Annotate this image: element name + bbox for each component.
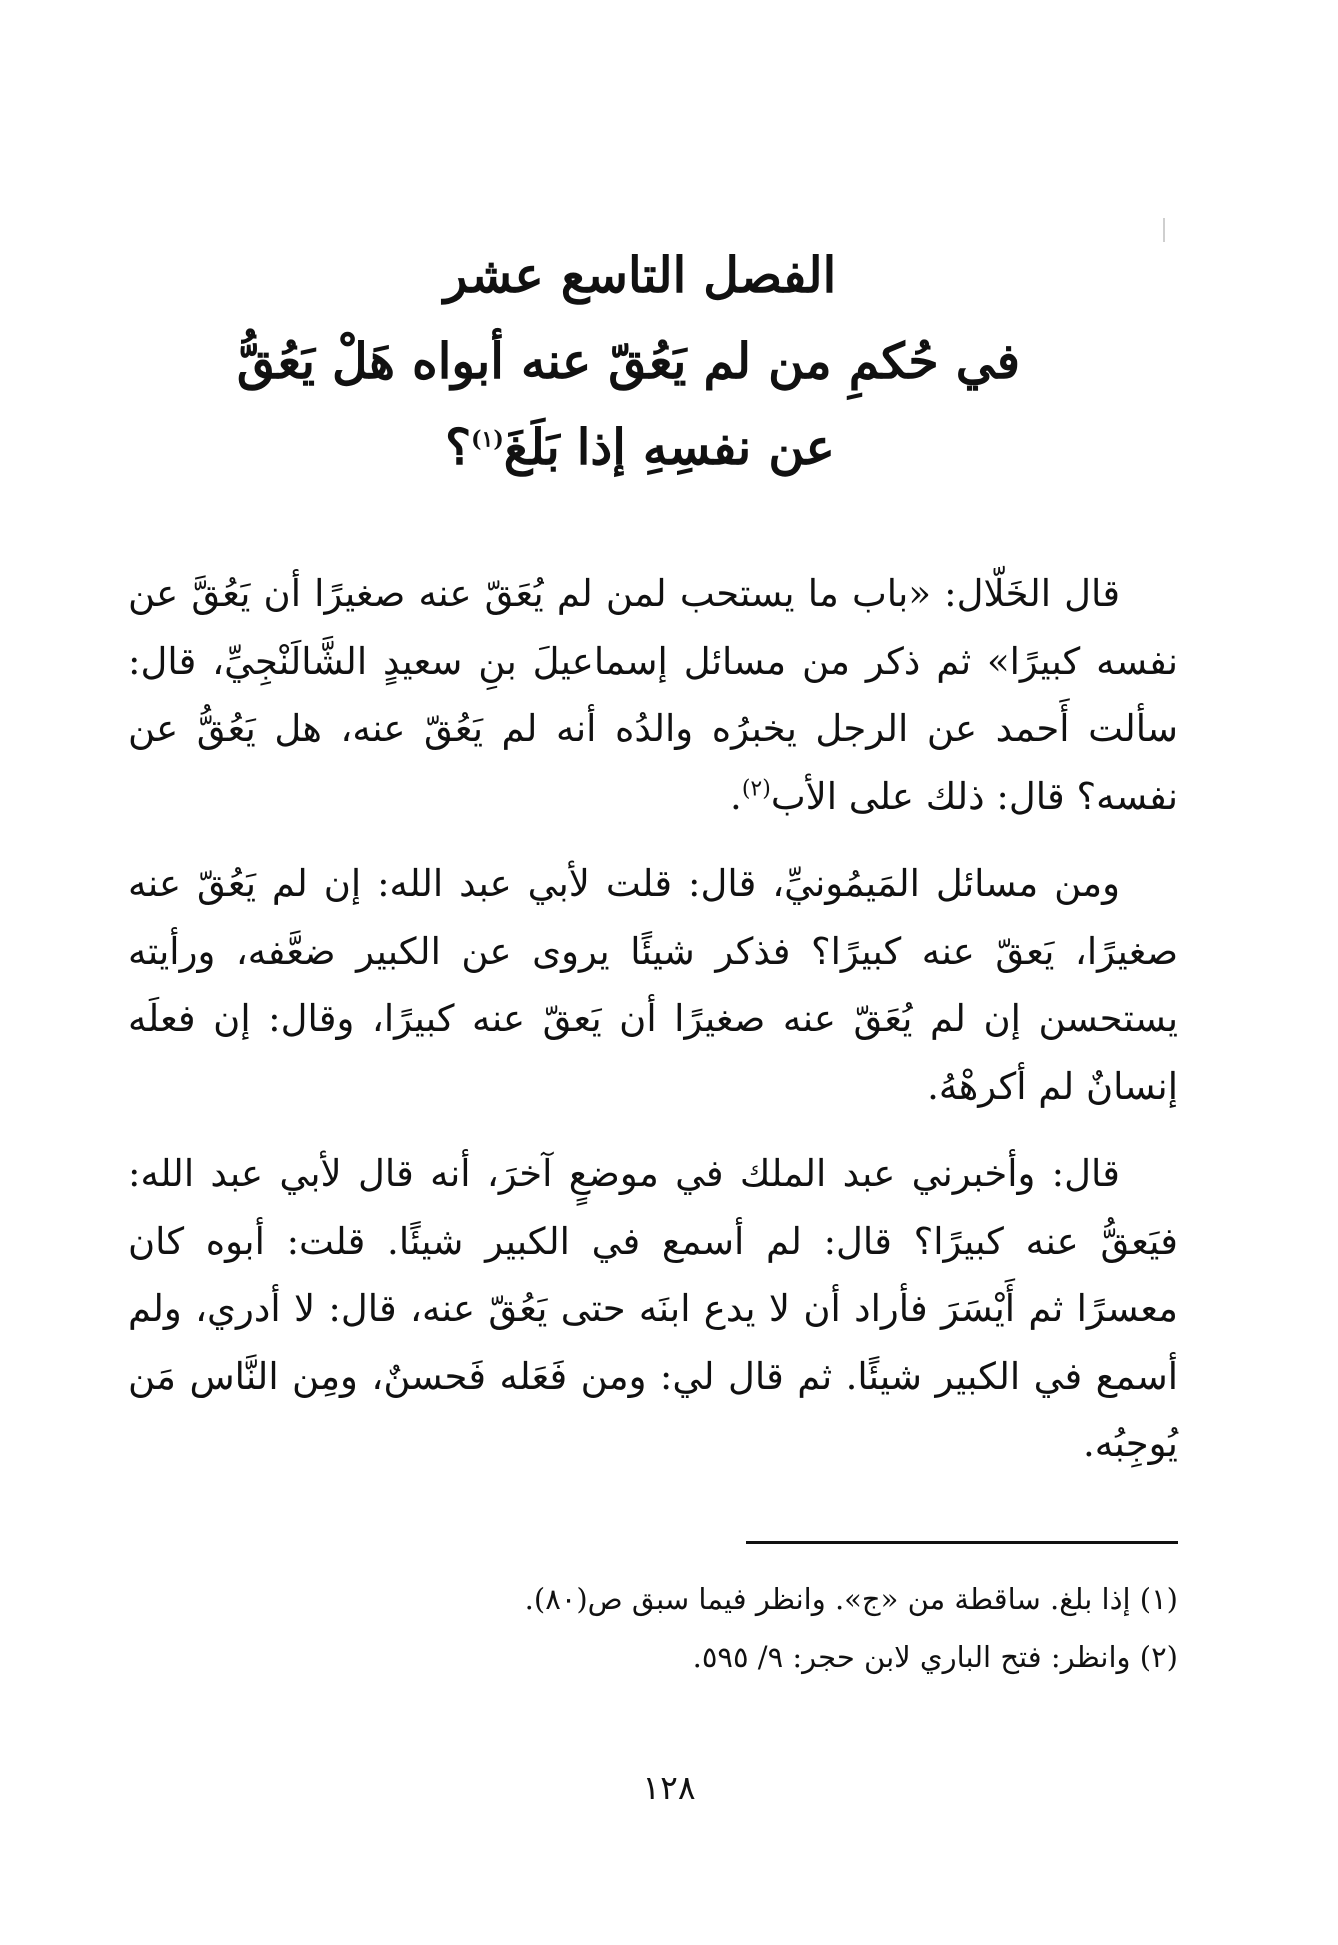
paragraph-text: ومن مسائل المَيمُونيِّ، قال: قلت لأبي عبد الله: إن لم يَعُقّ عنه صغيرًا، يَعقّ عنه كبيرًا؟ فذكر شيئًا يروى عن الكبير ضعَّفه، ورأيته يستحسن إن لم يُعَقّ عنه صغيرًا أن يَعقّ عنه كبيرًا، وقال: إن فعلَه إنسانٌ لم أكرهْهُ. (128, 862, 1178, 1108)
body-text (128, 560, 1178, 1498)
paragraph-maymuni (128, 850, 1178, 1120)
paragraph-khallal (128, 560, 1178, 830)
footnotes (178, 1570, 1178, 1686)
footnote-1: (١) إذا بلغ. ساقطة من «ج». وانظر فيما سبق ص(٨٠). (524, 1582, 1178, 1616)
footnote-ref-1[interactable]: (١) (471, 426, 504, 453)
paragraph-abdulmalik (128, 1140, 1178, 1478)
scan-mark (1163, 218, 1165, 242)
chapter-subtitle-line-1: في حُكمِ من لم يَعُقّ عنه أبواه هَلْ يَعُقُّ (236, 332, 1020, 390)
footnote-2: (٢) وانظر: فتح الباري لابن حجر: ٩/ ٥٩٥. (692, 1640, 1178, 1674)
chapter-subtitle-line-2 (260, 404, 1020, 490)
paragraph-text: قال: وأخبرني عبد الملك في موضعٍ آخرَ، أنه قال لأبي عبد الله: فيَعقُّ عنه كبيرًا؟ قال: لم أسمع في الكبير شيئًا. قلت: أبوه كان معسرًا ثم أَيْسَرَ فأراد أن لا يدع ابنَه حتى يَعُقّ عنه، قال: لا أدري، ولم أسمع في الكبير شيئًا. ثم قال لي: ومن فَعَله فَحسنٌ، ومِن النَّاس مَن يُوجِبُه. (128, 1152, 1178, 1465)
chapter-heading (236, 232, 1020, 490)
footnote-ref-2[interactable]: (٢) (741, 776, 771, 802)
paragraph-end: . (730, 774, 742, 818)
footnote-divider (746, 1541, 1178, 1544)
page-number: ١٢٨ (642, 1768, 696, 1807)
question-mark: ؟ (445, 418, 472, 476)
chapter-subtitle-text: عن نفسِهِ إذا بَلَغَ (503, 418, 835, 476)
chapter-title: الفصل التاسع عشر (443, 246, 837, 304)
paragraph-text: قال الخَلّال: «باب ما يستحب لمن لم يُعَقّ عنه صغيرًا أن يَعُقَّ عن نفسه كبيرًا» ثم ذكر من مسائل إسماعيلَ بنِ سعيدٍ الشَّالَنْجِيِّ، قال: سألت أَحمد عن الرجل يخبرُه والدُه أنه لم يَعُقّ عنه، هل يَعُقُّ عن نفسه؟ قال: ذلك على الأب (128, 572, 1178, 818)
